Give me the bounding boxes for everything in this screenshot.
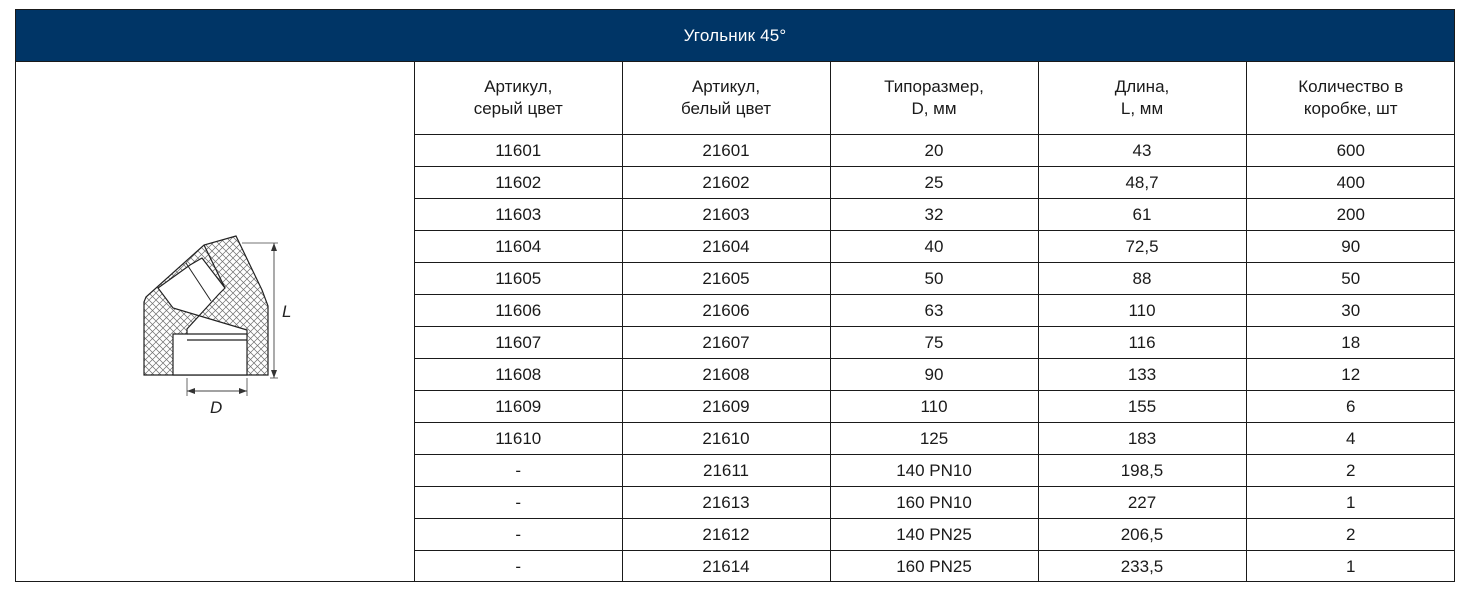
length-cell: 116 bbox=[1038, 327, 1246, 359]
size-cell: 110 bbox=[830, 391, 1038, 423]
size-cell: 75 bbox=[830, 327, 1038, 359]
size-cell: 20 bbox=[830, 135, 1038, 167]
size-cell: 160 PN25 bbox=[830, 551, 1038, 583]
length-cell: 133 bbox=[1038, 359, 1246, 391]
white-article-cell: 21602 bbox=[622, 167, 830, 199]
length-label: L bbox=[282, 302, 292, 321]
column-header-size: Типоразмер, D, мм bbox=[830, 62, 1038, 135]
white-article-cell: 21601 bbox=[622, 135, 830, 167]
box-quantity-cell: 30 bbox=[1246, 295, 1455, 327]
column-header-length: Длина, L, мм bbox=[1038, 62, 1246, 135]
white-article-cell: 21612 bbox=[622, 519, 830, 551]
grey-article-cell: 11607 bbox=[415, 327, 622, 359]
length-cell: 88 bbox=[1038, 263, 1246, 295]
white-article-cell: 21603 bbox=[622, 199, 830, 231]
length-cell: 72,5 bbox=[1038, 231, 1246, 263]
size-cell: 160 PN10 bbox=[830, 487, 1038, 519]
spec-table bbox=[415, 62, 1455, 582]
product-sheet bbox=[15, 9, 1455, 582]
size-cell: 40 bbox=[830, 231, 1038, 263]
drawing-cell bbox=[16, 62, 415, 582]
grey-article-cell: 11606 bbox=[415, 295, 622, 327]
box-quantity-cell: 18 bbox=[1246, 327, 1455, 359]
length-cell: 155 bbox=[1038, 391, 1246, 423]
white-article-cell: 21608 bbox=[622, 359, 830, 391]
table-row bbox=[415, 327, 1455, 359]
grey-article-cell: - bbox=[415, 455, 622, 487]
grey-article-cell: 11609 bbox=[415, 391, 622, 423]
table-row bbox=[415, 551, 1455, 583]
box-quantity-cell: 1 bbox=[1246, 487, 1455, 519]
length-cell: 198,5 bbox=[1038, 455, 1246, 487]
length-cell: 233,5 bbox=[1038, 551, 1246, 583]
white-article-cell: 21605 bbox=[622, 263, 830, 295]
table-row bbox=[415, 263, 1455, 295]
grey-article-cell: - bbox=[415, 487, 622, 519]
grey-article-cell: 11605 bbox=[415, 263, 622, 295]
box-quantity-cell: 400 bbox=[1246, 167, 1455, 199]
size-cell: 50 bbox=[830, 263, 1038, 295]
box-quantity-cell: 50 bbox=[1246, 263, 1455, 295]
column-header-white-article: Артикул, белый цвет bbox=[622, 62, 830, 135]
box-quantity-cell: 600 bbox=[1246, 135, 1455, 167]
grey-article-cell: 11602 bbox=[415, 167, 622, 199]
box-quantity-cell: 2 bbox=[1246, 519, 1455, 551]
white-article-cell: 21609 bbox=[622, 391, 830, 423]
grey-article-cell: - bbox=[415, 519, 622, 551]
elbow-45-drawing-icon bbox=[16, 62, 415, 582]
table-body bbox=[415, 135, 1455, 583]
length-cell: 227 bbox=[1038, 487, 1246, 519]
box-quantity-cell: 4 bbox=[1246, 423, 1455, 455]
box-quantity-cell: 12 bbox=[1246, 359, 1455, 391]
size-cell: 140 PN25 bbox=[830, 519, 1038, 551]
size-cell: 90 bbox=[830, 359, 1038, 391]
grey-article-cell: 11608 bbox=[415, 359, 622, 391]
table-row bbox=[415, 423, 1455, 455]
white-article-cell: 21614 bbox=[622, 551, 830, 583]
box-quantity-cell: 90 bbox=[1246, 231, 1455, 263]
white-article-cell: 21613 bbox=[622, 487, 830, 519]
grey-article-cell: 11603 bbox=[415, 199, 622, 231]
table-row bbox=[415, 135, 1455, 167]
white-article-cell: 21606 bbox=[622, 295, 830, 327]
length-cell: 110 bbox=[1038, 295, 1246, 327]
table-row bbox=[415, 391, 1455, 423]
white-article-cell: 21607 bbox=[622, 327, 830, 359]
white-article-cell: 21604 bbox=[622, 231, 830, 263]
length-cell: 61 bbox=[1038, 199, 1246, 231]
column-header-box-quantity: Количество в коробке, шт bbox=[1246, 62, 1455, 135]
size-cell: 25 bbox=[830, 167, 1038, 199]
box-quantity-cell: 200 bbox=[1246, 199, 1455, 231]
box-quantity-cell: 2 bbox=[1246, 455, 1455, 487]
table-row bbox=[415, 231, 1455, 263]
table-row bbox=[415, 455, 1455, 487]
length-cell: 183 bbox=[1038, 423, 1246, 455]
table-row bbox=[415, 167, 1455, 199]
page-title: Угольник 45° bbox=[16, 10, 1454, 62]
grey-article-cell: 11610 bbox=[415, 423, 622, 455]
white-article-cell: 21610 bbox=[622, 423, 830, 455]
size-cell: 63 bbox=[830, 295, 1038, 327]
box-quantity-cell: 6 bbox=[1246, 391, 1455, 423]
grey-article-cell: - bbox=[415, 551, 622, 583]
table-row bbox=[415, 487, 1455, 519]
size-cell: 140 PN10 bbox=[830, 455, 1038, 487]
diameter-label: D bbox=[210, 398, 223, 417]
grey-article-cell: 11604 bbox=[415, 231, 622, 263]
table-row bbox=[415, 519, 1455, 551]
table-row bbox=[415, 359, 1455, 391]
size-cell: 125 bbox=[830, 423, 1038, 455]
length-cell: 43 bbox=[1038, 135, 1246, 167]
table-header-row bbox=[415, 62, 1455, 135]
column-header-grey-article: Артикул, серый цвет bbox=[415, 62, 622, 135]
grey-article-cell: 11601 bbox=[415, 135, 622, 167]
length-cell: 206,5 bbox=[1038, 519, 1246, 551]
size-cell: 32 bbox=[830, 199, 1038, 231]
length-cell: 48,7 bbox=[1038, 167, 1246, 199]
table-row bbox=[415, 199, 1455, 231]
white-article-cell: 21611 bbox=[622, 455, 830, 487]
box-quantity-cell: 1 bbox=[1246, 551, 1455, 583]
table-row bbox=[415, 295, 1455, 327]
